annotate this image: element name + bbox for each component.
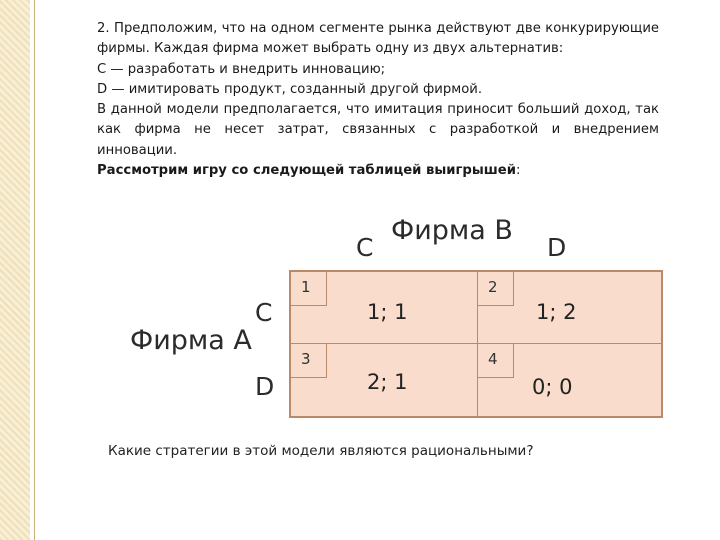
row-label-c: C (255, 298, 273, 327)
payoff-cell-1 (290, 271, 478, 344)
question-text: Какие стратегии в этой модели являются рациональными? (108, 443, 534, 459)
paragraph-table-intro (97, 161, 659, 181)
alternative-c: C — разработать и внедрить инновацию; (97, 61, 386, 77)
payoff-value: 2; 1 (367, 370, 408, 394)
payoff-cell-2 (477, 271, 662, 344)
firm-b-label: Фирма В (391, 215, 513, 246)
cell-number: 1 (291, 272, 327, 306)
payoff-value: 1; 2 (536, 300, 577, 324)
firm-a-label: Фирма А (130, 325, 252, 356)
row-label-d: D (255, 372, 275, 401)
alternative-d: D — имитировать продукт, созданный другой фирмой. (97, 81, 483, 97)
payoff-cell-4 (477, 343, 662, 417)
cell-number: 3 (291, 344, 327, 378)
payoff-value: 1; 1 (367, 300, 408, 324)
problem-text (97, 19, 659, 181)
col-label-d: D (547, 233, 567, 262)
table-intro-bold: Рассмотрим игру со следующей таблицей выигрышей (97, 163, 516, 179)
payoff-cell-3 (290, 343, 478, 417)
cell-number: 2 (478, 272, 514, 306)
col-label-c: C (356, 233, 374, 262)
paragraph-assumption: В данной модели предполагается, что имитация приносит больший доход, так как фирма не несет затрат, связанных с разработкой и внедрением инновации. (97, 102, 659, 158)
paragraph-intro: 2. Предположим, что на одном сегменте рынка действуют две конкурирующие фирмы. Каждая фирма может выбрать одну из двух альтернатив: (97, 21, 659, 57)
cell-number: 4 (478, 344, 514, 378)
payoff-table (289, 270, 663, 418)
payoff-value: 0; 0 (532, 375, 573, 399)
table-intro-colon: : (515, 163, 521, 179)
decorative-stripe (0, 0, 30, 540)
